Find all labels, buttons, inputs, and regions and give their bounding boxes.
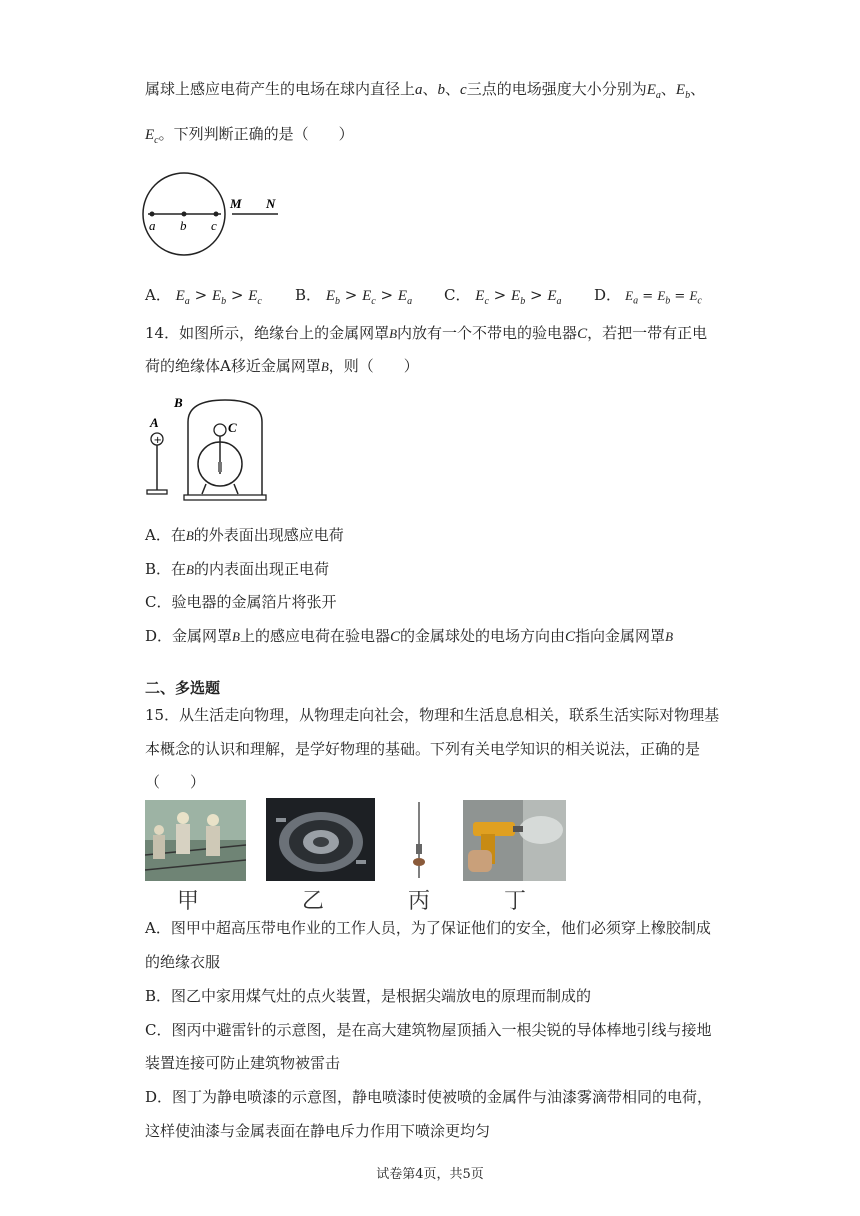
label-C: C bbox=[228, 420, 237, 435]
q15-stem-line1: 15．从生活走向物理，从物理走向社会，物理和生活息息相关，联系生活实际对物理基 bbox=[145, 706, 720, 724]
E-sym: E bbox=[511, 288, 521, 304]
q15-option-d-line1: D．图丁为静电喷漆的示意图，静电喷漆时使被喷的金属件与油漆雾滴带相同的电荷， bbox=[145, 1088, 713, 1106]
var-B: B bbox=[186, 562, 194, 577]
E-sym: E bbox=[646, 82, 656, 98]
opt-label: D． bbox=[594, 286, 622, 304]
E-sym: E bbox=[325, 288, 335, 304]
var-C: C bbox=[390, 629, 401, 645]
var-B: B bbox=[320, 359, 329, 374]
caption-jia: 甲 bbox=[177, 889, 200, 914]
op: > bbox=[529, 286, 543, 304]
sub: a bbox=[655, 90, 661, 101]
q15-option-a-line1: A．图甲中超高压带电作业的工作人员，为了保证他们的安全，他们必须穿上橡胶制成 bbox=[145, 919, 711, 937]
E-sym: E bbox=[547, 288, 557, 304]
caption-bing: 丙 bbox=[408, 889, 431, 914]
q13-stem-line1 bbox=[145, 78, 705, 101]
E-sym: E bbox=[211, 288, 222, 304]
q14-text: ，则（ ） bbox=[328, 357, 419, 375]
q14-text: 14．如图所示，绝缘台上的金属网罩 bbox=[145, 324, 390, 342]
sub: b bbox=[520, 296, 526, 307]
label-c: c bbox=[211, 218, 217, 233]
E-sym: E bbox=[475, 288, 485, 304]
q13-text: 。下列判断正确的是（ ） bbox=[158, 125, 354, 143]
E-sym: E bbox=[689, 288, 698, 303]
sep: 、 bbox=[422, 80, 438, 98]
opt-label: B． bbox=[295, 286, 322, 304]
q13-text: 三点的电场强度大小分别为 bbox=[466, 80, 647, 98]
label-M: M bbox=[230, 196, 242, 211]
label-a: a bbox=[149, 218, 156, 233]
label-b: b bbox=[180, 218, 187, 233]
q14-text: 的外表面出现感应电荷 bbox=[193, 526, 344, 544]
op: > bbox=[344, 286, 358, 304]
photo-bing-lightning-rod bbox=[407, 800, 431, 882]
q14-text: 荷的绝缘体A移近金属网罩 bbox=[145, 357, 321, 375]
q13-option-d bbox=[594, 284, 702, 307]
E-sym: E bbox=[145, 127, 155, 143]
E-sym: E bbox=[175, 288, 185, 304]
var-c: c bbox=[460, 82, 467, 98]
q14-text: 指向金属网罩 bbox=[575, 627, 666, 645]
q13-option-c bbox=[444, 284, 562, 307]
var-B: B bbox=[389, 326, 398, 341]
q14-text: 的金属球处的电场方向由 bbox=[400, 627, 566, 645]
photo-jia-workers bbox=[145, 800, 246, 881]
sub: c bbox=[697, 295, 702, 307]
q14-text: 的内表面出现正电荷 bbox=[193, 560, 329, 578]
E-sym: E bbox=[248, 288, 258, 304]
photo-yi-gas-stove bbox=[266, 798, 375, 881]
q14-option-d bbox=[145, 625, 673, 646]
q14-text: C．验电器的金属箔片将张开 bbox=[145, 593, 337, 611]
E-sym: E bbox=[657, 288, 666, 303]
q13-option-a bbox=[145, 284, 262, 307]
var-B: B bbox=[232, 629, 240, 644]
photo-ding-spray-gun bbox=[463, 800, 566, 881]
op: > bbox=[194, 286, 208, 304]
sep: 、 bbox=[660, 80, 676, 98]
q15-option-c-line1: C．图丙中避雷针的示意图，是在高大建筑物屋顶插入一根尖锐的导体棒地引线与接地 bbox=[145, 1021, 712, 1039]
sub: c bbox=[257, 296, 262, 307]
sub: a bbox=[556, 296, 562, 307]
q14-stem-line1 bbox=[145, 322, 707, 343]
q13-sphere-figure bbox=[140, 170, 300, 260]
E-sym: E bbox=[625, 288, 634, 303]
q14-text: ，若把一带有正电 bbox=[587, 324, 708, 342]
op: > bbox=[493, 286, 507, 304]
q15-stem-line2: 本概念的认识和理解，是学好物理的基础。下列有关电学知识的相关说法，正确的是 bbox=[145, 740, 701, 758]
op: > bbox=[230, 286, 244, 304]
sep: 、 bbox=[690, 80, 706, 98]
caption-ding: 丁 bbox=[504, 889, 527, 914]
q13-text: 属球上感应电荷产生的电场在球内直径上 bbox=[145, 80, 416, 98]
sub: c bbox=[484, 296, 489, 307]
q14-text: B．在 bbox=[145, 560, 187, 578]
var-b: b bbox=[437, 82, 446, 98]
q14-text: 内放有一个不带电的验电器 bbox=[397, 324, 578, 342]
sub: c bbox=[371, 296, 376, 307]
sub: a bbox=[184, 296, 190, 307]
q14-option-b bbox=[145, 558, 329, 579]
var-B: B bbox=[665, 629, 674, 644]
sub: b bbox=[334, 296, 340, 307]
sep: 、 bbox=[445, 80, 461, 98]
op: = bbox=[642, 289, 654, 304]
q14-option-a bbox=[145, 524, 344, 545]
q14-text: A．在 bbox=[145, 526, 186, 544]
q15-stem-line3: （ ） bbox=[145, 773, 206, 791]
q13-stem-line2 bbox=[145, 123, 354, 146]
caption-yi: 乙 bbox=[302, 889, 325, 914]
sub: b bbox=[221, 296, 227, 307]
sub: b bbox=[685, 90, 691, 101]
E-sym: E bbox=[397, 288, 408, 304]
q15-option-c-line2: 装置连接可防止建筑物被雷击 bbox=[145, 1054, 341, 1072]
sub: a bbox=[407, 296, 413, 307]
page-footer: 试卷第4页，共5页 bbox=[376, 1167, 484, 1182]
q13-option-b bbox=[295, 284, 412, 307]
E-sym: E bbox=[362, 288, 372, 304]
opt-label: C． bbox=[444, 286, 471, 304]
section-heading: 二、多选题 bbox=[145, 679, 221, 697]
var-a: a bbox=[415, 82, 423, 98]
label-A: A bbox=[150, 415, 159, 430]
sub: a bbox=[633, 295, 639, 307]
q15-option-b: B．图乙中家用煤气灶的点火装置，是根据尖端放电的原理而制成的 bbox=[145, 987, 592, 1005]
q14-option-c bbox=[145, 591, 336, 612]
plus-sign: + bbox=[153, 435, 162, 446]
q15-option-d-line2: 这样使油漆与金属表面在静电斥力作用下喷涂更均匀 bbox=[145, 1122, 491, 1140]
sub: b bbox=[665, 295, 671, 307]
q15-option-a-line2: 的绝缘衣服 bbox=[145, 953, 221, 971]
op: > bbox=[380, 286, 394, 304]
label-N: N bbox=[266, 196, 276, 211]
q14-text: D．金属网罩 bbox=[145, 627, 233, 645]
q14-text: 上的感应电荷在验电器 bbox=[239, 627, 390, 645]
var-C: C bbox=[565, 629, 576, 645]
opt-label: A． bbox=[145, 286, 171, 304]
var-B: B bbox=[185, 528, 194, 543]
sub: c bbox=[154, 135, 159, 146]
op: = bbox=[674, 289, 686, 304]
var-C: C bbox=[577, 326, 588, 342]
E-sym: E bbox=[675, 82, 686, 98]
label-B: B bbox=[174, 395, 183, 410]
q14-stem-line2 bbox=[145, 355, 419, 376]
q14-cage-figure bbox=[140, 390, 270, 502]
